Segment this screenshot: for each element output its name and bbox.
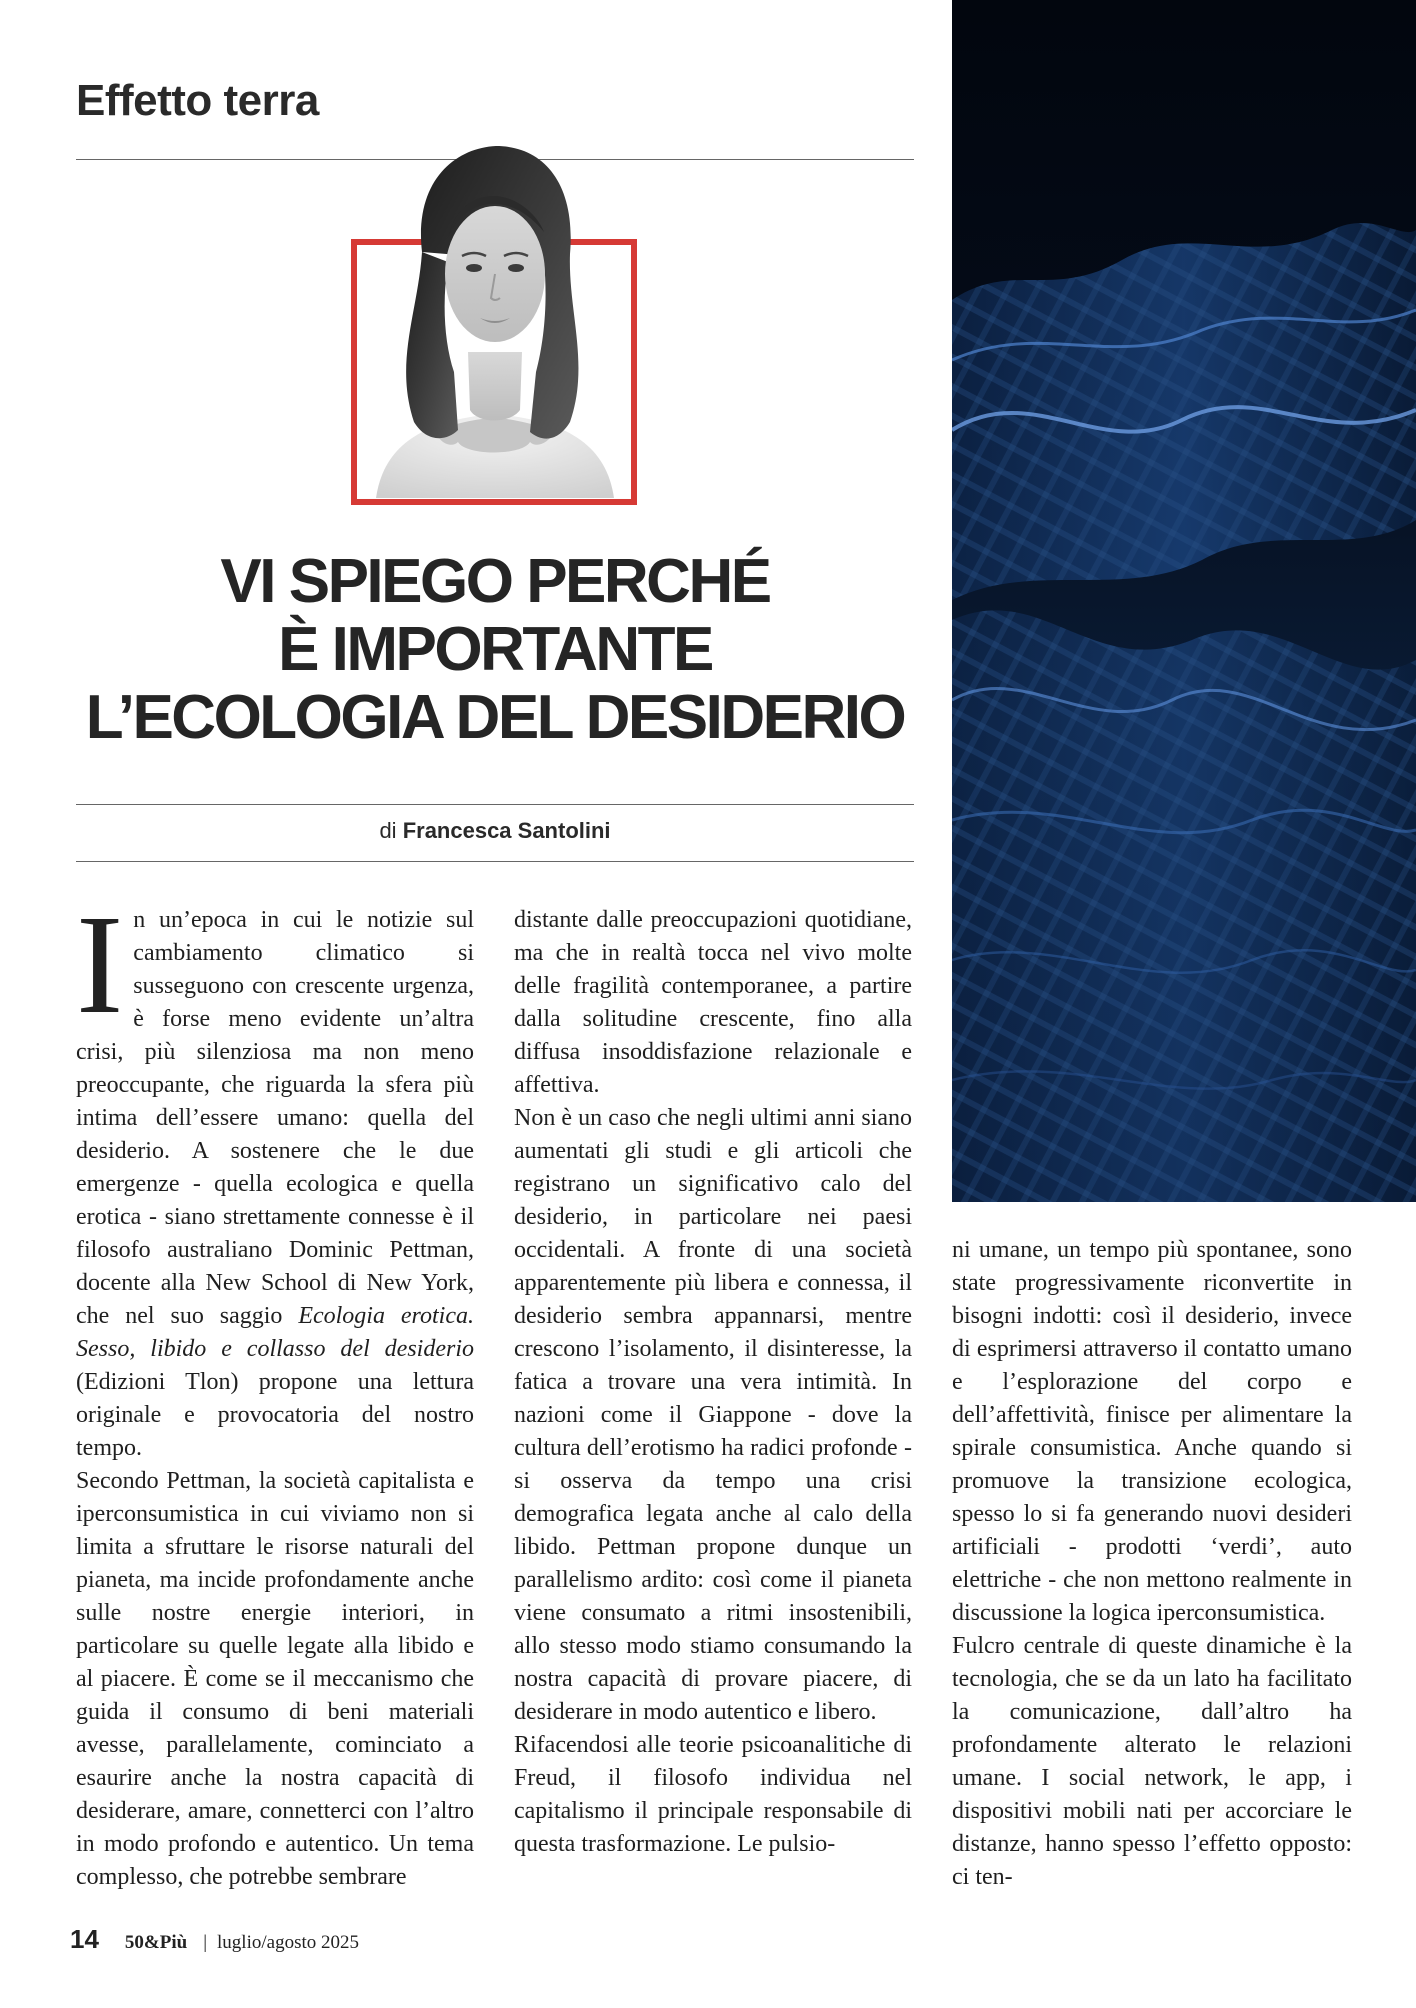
headline-line-1: VI SPIEGO PERCHÉ	[220, 547, 770, 616]
book-title: Ecologia erotica. Sesso, libido e collasso del desiderio	[76, 1303, 474, 1362]
byline-prefix: di	[379, 818, 397, 843]
page-number: 14	[70, 1924, 99, 1954]
issue-date: luglio/agosto 2025	[217, 1932, 359, 1953]
article-column-2	[514, 904, 912, 1894]
article-paragraph: Secondo Pettman, la società capitalista e iperconsumistica in cui viviamo non si limita a sfruttare le risorse naturali del pianeta, ma incide profondamente anche sulle nostre energie interiori, in particolare su quelle legate alla libido e al piacere. È come se il meccanismo che guida il consumo di beni materiali avesse, parallelamente, cominciato a esaurire anche la nostra capacità di desiderare, amare, connetterci con l’altro in modo profondo e autentico. Un tema complesso, che potrebbe sembrare	[76, 1468, 474, 1890]
article-headline	[76, 548, 914, 752]
headline-line-3: L’ECOLOGIA DEL DESIDERIO	[85, 683, 905, 752]
footer-separator: |	[203, 1932, 208, 1953]
article-paragraph: ni umane, un tempo più spontanee, sono state progressivamente riconvertite in bisogni indotti: così il desiderio, invece di esprimersi attraverso il contatto umano e l’esplorazione del corpo e dell’affettività, finisce per alimentare la spirale consumistica. Anche quando si promuove la transizione ecologica, spesso lo si fa generando nuovi desideri artificiali - prodotti ‘verdi’, auto elettriche - che non mettono realmente in discussione la logica iperconsumistica.	[952, 1237, 1352, 1626]
page-footer	[70, 1924, 359, 1955]
author-portrait	[358, 142, 630, 498]
fabric-photo-image	[952, 0, 1416, 1202]
magazine-name: 50&Più	[124, 1932, 188, 1953]
fabric-photo	[952, 0, 1416, 1202]
article-paragraph: Fulcro centrale di queste dinamiche è la tecnologia, che se da un lato ha facilitato la comunicazione, dall’altro ha profondamente alterato le relazioni umane. I social network, le app, i dispositivi mobili nati per accorciare le distanze, hanno spesso l’effetto opposto: ci ten-	[952, 1633, 1352, 1890]
byline-divider-bottom	[76, 861, 914, 862]
article-paragraph: Non è un caso che negli ultimi anni siano aumentati gli studi e gli articoli che registrano un significativo calo del desiderio, in particolare nei paesi occidentali. A fronte di una società apparentemente più libera e connessa, il desiderio sembra appannarsi, mentre crescono l’isolamento, il disinteresse, la fatica a trovare una vera intimità. In nazioni come il Giappone - dove la cultura dell’erotismo ha radici profonde - si osserva da tempo una crisi demografica legata anche al calo della libido. Pettman propone dunque un parallelismo ardito: così come il pianeta viene consumato a ritmi insostenibili, allo stesso modo stiamo consumando la nostra capacità di provare piacere, di desiderare in modo autentico e libero.	[514, 1105, 912, 1725]
section-title: Effetto terra	[76, 76, 319, 125]
paragraph-text: (Edizioni Tlon) propone una lettura originale e provocatoria del nostro tempo.	[76, 1369, 474, 1461]
author-portrait-image	[358, 142, 630, 498]
headline-line-2: È IMPORTANTE	[278, 615, 712, 684]
byline	[76, 818, 914, 844]
byline-author: Francesca Santolini	[402, 818, 611, 843]
article-column-3	[952, 1234, 1352, 1894]
paragraph-text: n un’epoca in cui le notizie sul cambiamento climatico si susseguono con crescente urgenza, è forse meno evidente un’altra crisi, più silenziosa ma non meno preoccupante, che riguarda la sfera più intima dell’essere umano: quella del desiderio. A sostenere che le due emergenze - quella ecologica e quella erotica - siano strettamente connesse è il filosofo australiano Dominic Pettman, docente alla New School di New York, che nel suo saggio	[76, 907, 474, 1329]
article-paragraph: Rifacendosi alle teorie psicoanalitiche di Freud, il filosofo individua nel capitalismo il principale responsabile di questa trasformazione. Le pulsio-	[514, 1732, 912, 1857]
article-column-1	[76, 885, 474, 1894]
article-paragraph	[76, 885, 474, 1465]
drop-cap: I	[76, 885, 124, 1043]
article-paragraph: distante dalle preoccupazioni quotidiane, ma che in realtà tocca nel vivo molte delle fragilità contemporanee, a partire dalla solitudine crescente, fino alla diffusa insoddisfazione relazionale e affettiva.	[514, 907, 912, 1098]
byline-divider-top	[76, 804, 914, 805]
